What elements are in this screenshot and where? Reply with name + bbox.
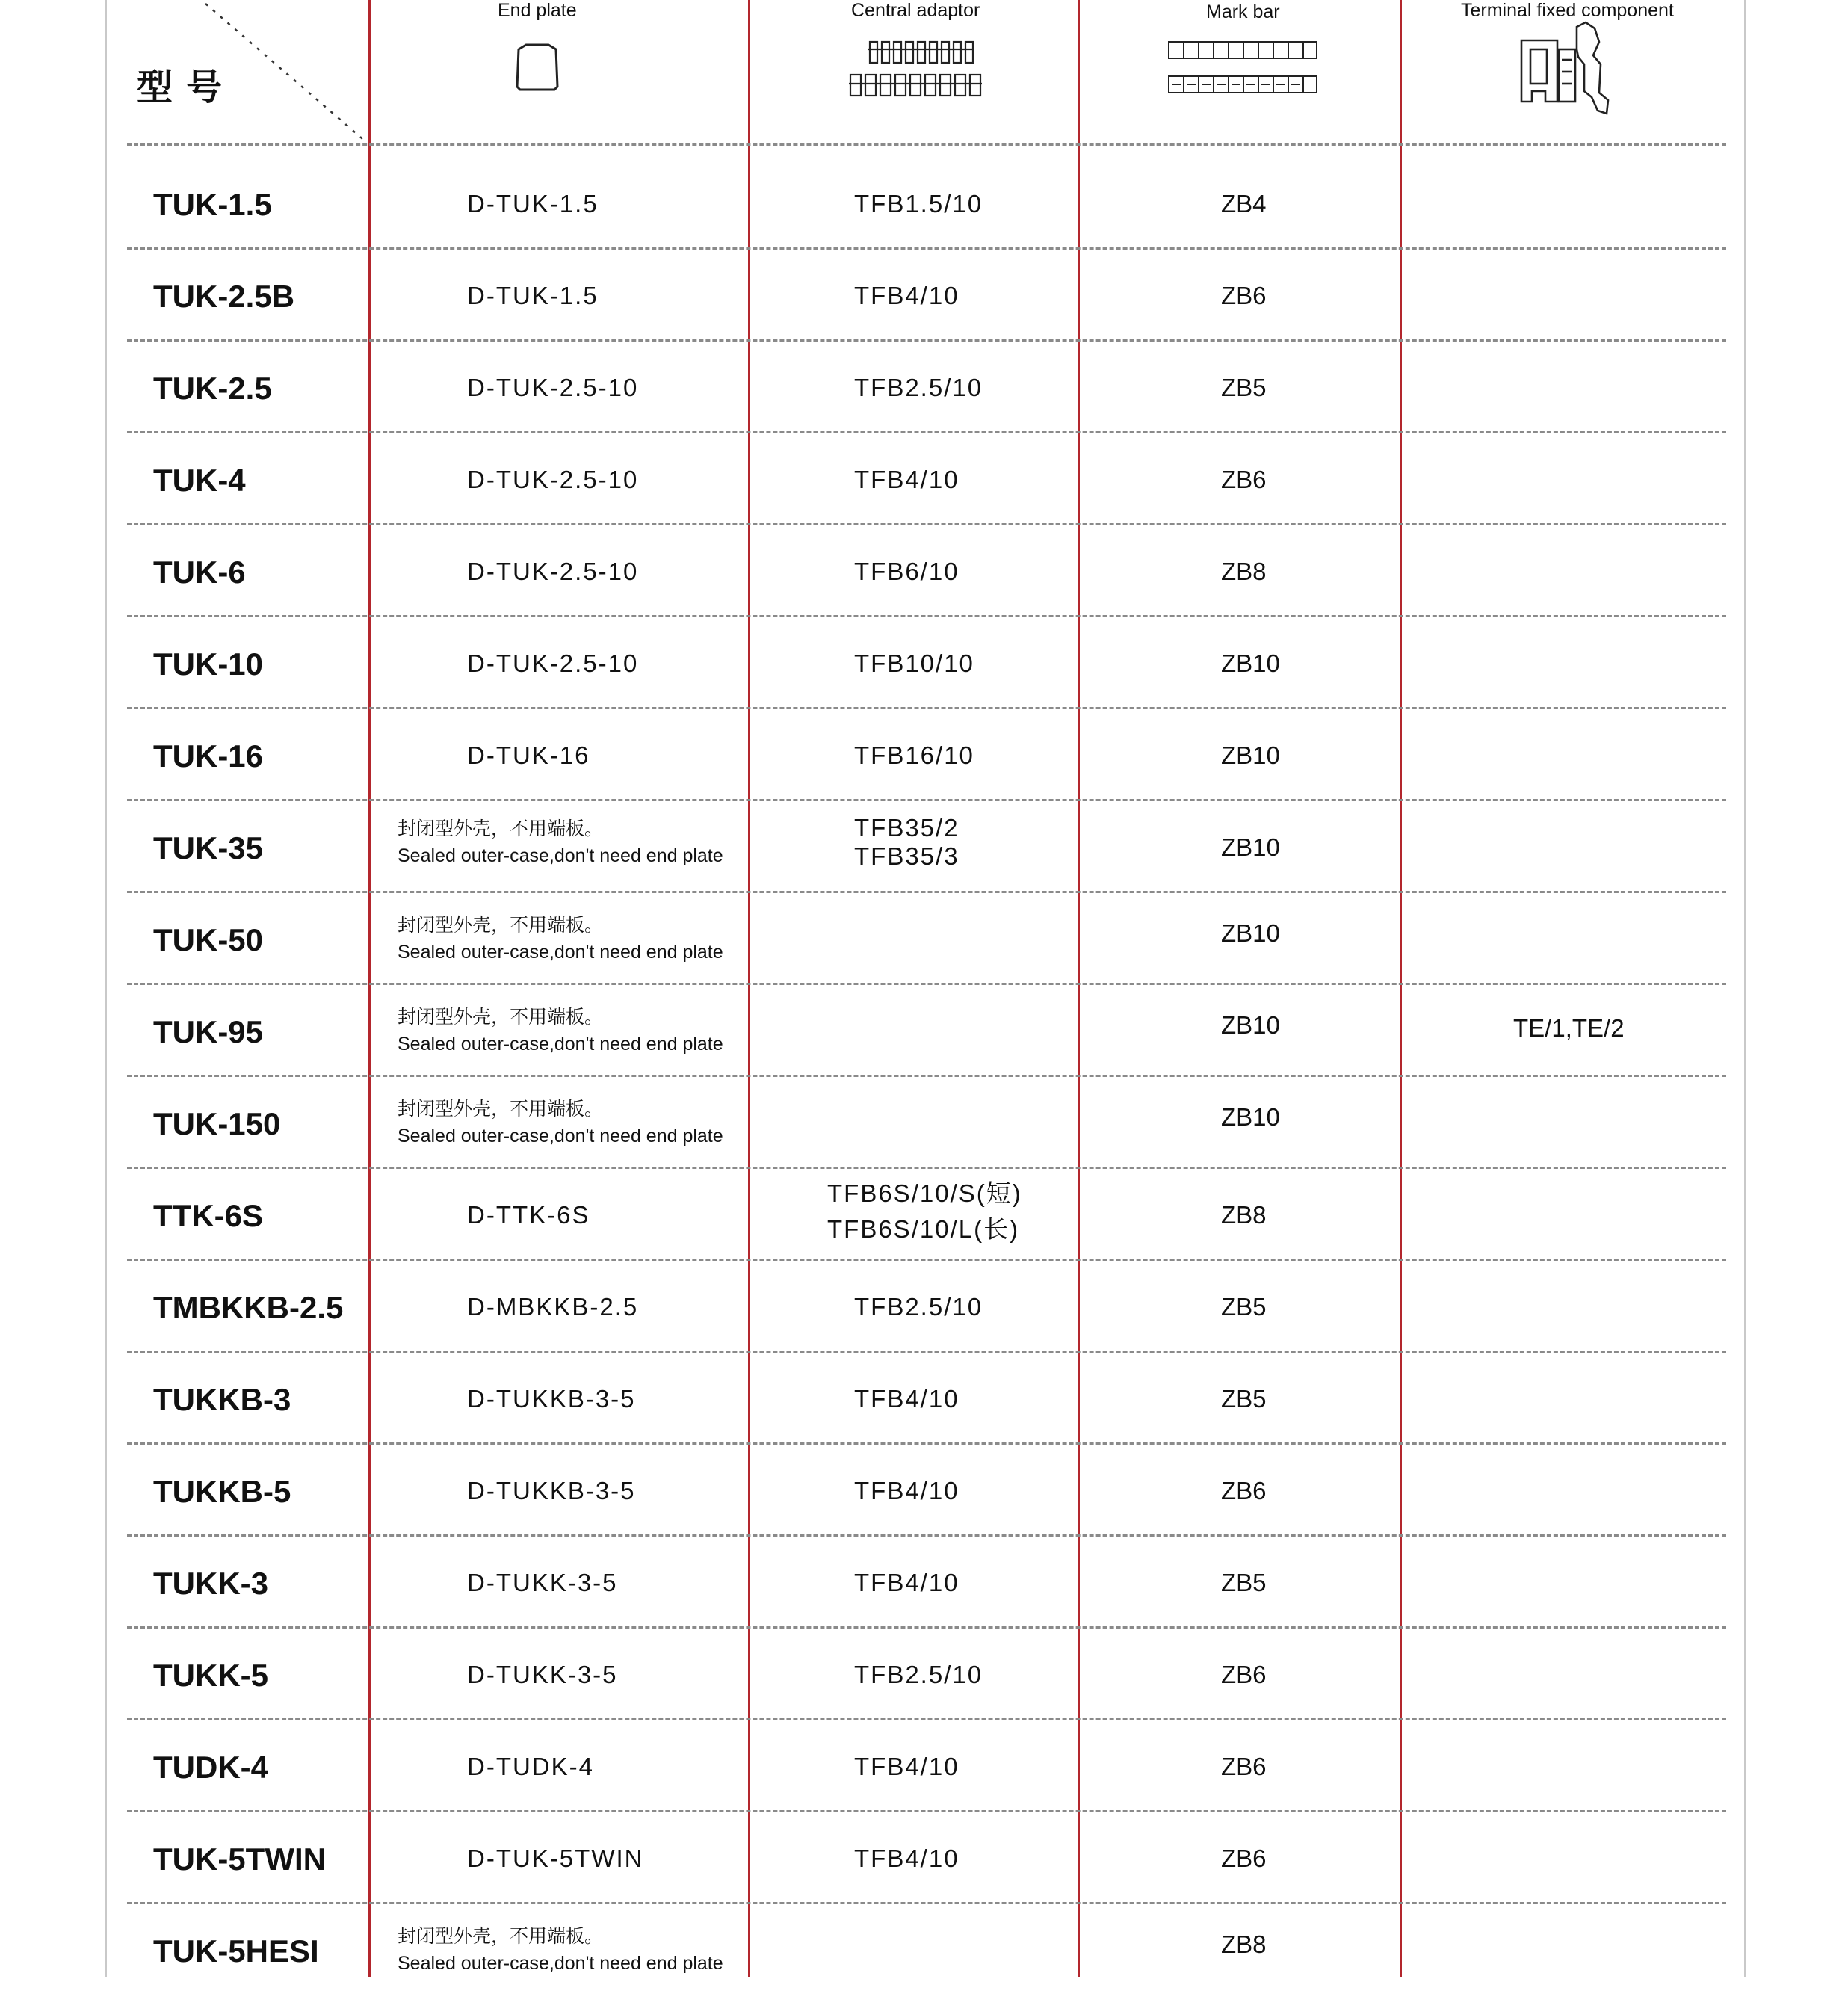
adaptor-line: TFB4/10 [854,1477,959,1504]
model-cell: TMBKKB-2.5 [153,1290,344,1325]
terminal-fixed-icon [1515,19,1624,117]
central-adaptor-cell [854,1293,983,1321]
header-separator [127,143,1726,146]
mark-bar-header: Mark bar [1206,1,1280,22]
table-row [0,339,1848,431]
mark-bar-cell: ZB10 [1221,1011,1280,1039]
end-plate-cell: D-TUK-5TWIN [467,1845,644,1872]
mark-bar-cell: ZB4 [1221,190,1267,217]
table-row [0,1626,1848,1718]
model-cell: TUDK-4 [153,1750,268,1785]
mark-bar-cell: ZB6 [1221,1753,1267,1780]
central-adaptor-cell [854,1753,959,1781]
table-row [0,707,1848,799]
end-plate-note-line: Sealed outer-case,don't need end plate [398,1034,723,1055]
central-adaptor-cell [854,814,959,871]
mark-bar-cell: ZB6 [1221,466,1267,493]
central-adaptor-icon [847,37,989,101]
central-adaptor-cell [827,1176,1022,1247]
adaptor-line: TFB4/10 [854,1569,959,1596]
model-cell: TUK-2.5 [153,371,272,406]
model-cell: TUK-2.5B [153,279,295,314]
mark-bar-cell: ZB10 [1221,1103,1280,1131]
central-adaptor-cell [854,741,974,770]
mark-bar-icon [1167,39,1320,99]
table-row [0,1259,1848,1351]
end-plate-cell: D-TUKKB-3-5 [467,1477,636,1504]
model-cell: TUKKB-3 [153,1382,291,1417]
end-plate-cell: D-TUK-2.5-10 [467,374,639,401]
table-row [0,1442,1848,1534]
adaptor-line: TFB4/10 [854,1753,959,1780]
adaptor-line: TFB2.5/10 [854,374,983,401]
table-row [0,523,1848,615]
end-plate-cell: D-TUKK-3-5 [467,1569,618,1596]
end-plate-note [398,1923,723,1977]
end-plate-note-line: 封闭型外壳，不用端板。 [398,1007,604,1028]
mark-bar-cell: ZB5 [1221,374,1267,401]
table-row [0,1075,1848,1167]
end-plate-note [398,1004,723,1058]
end-plate-cell: D-TUK-2.5-10 [467,466,639,493]
adaptor-line: TFB35/2 [854,814,959,842]
mark-bar-cell: ZB10 [1221,833,1280,861]
end-plate-cell: D-TUDK-4 [467,1753,594,1780]
end-plate-note-line: 封闭型外壳，不用端板。 [398,1926,604,1947]
end-plate-note-line: Sealed outer-case,don't need end plate [398,1953,723,1974]
model-cell: TUK-150 [153,1106,281,1141]
central-adaptor-cell [854,1845,959,1873]
table-row [0,155,1848,247]
adaptor-line: TFB6/10 [854,558,959,585]
model-cell: TUK-5HESI [153,1933,319,1969]
model-cell: TUK-35 [153,830,264,865]
terminal-fixed-value: TE/1,TE/2 [1513,1014,1625,1042]
end-plate-cell: D-TUK-1.5 [467,190,599,217]
table-row [0,615,1848,707]
end-plate-cell: D-TUKK-3-5 [467,1661,618,1688]
end-plate-note-line: 封闭型外壳，不用端板。 [398,818,604,839]
model-cell: TUK-4 [153,463,246,498]
central-adaptor-header: Central adaptor [851,0,980,21]
adaptor-line: TFB16/10 [854,741,974,769]
central-adaptor-cell [854,1661,983,1689]
central-adaptor-cell [854,466,959,494]
adaptor-line: TFB1.5/10 [854,190,983,217]
adaptor-line: TFB6S/10/L(长) [827,1215,1020,1243]
mark-bar-cell: ZB5 [1221,1569,1267,1596]
adaptor-line: TFB4/10 [854,466,959,493]
model-cell: TUKK-5 [153,1658,268,1693]
model-header: 型号 [137,67,236,108]
table-row [0,1351,1848,1442]
mark-bar-cell: ZB5 [1221,1385,1267,1413]
end-plate-header: End plate [498,0,577,21]
mark-bar-cell: ZB6 [1221,1845,1267,1872]
table-row [0,1534,1848,1626]
central-adaptor-cell [854,1477,959,1505]
end-plate-note-line: Sealed outer-case,don't need end plate [398,845,723,866]
end-plate-cell: D-TUKKB-3-5 [467,1385,636,1413]
end-plate-note-line: 封闭型外壳，不用端板。 [398,1099,604,1120]
model-cell: TTK-6S [153,1198,263,1233]
end-plate-note [398,1096,723,1149]
model-cell: TUK-16 [153,738,264,774]
mark-bar-cell: ZB8 [1221,1201,1267,1229]
mark-bar-cell: ZB6 [1221,1661,1267,1688]
adaptor-line: TFB2.5/10 [854,1293,983,1321]
table-row [0,431,1848,523]
adaptor-line: TFB4/10 [854,1845,959,1872]
end-plate-cell: D-TUK-1.5 [467,282,599,309]
central-adaptor-cell [854,374,983,402]
mark-bar-cell: ZB8 [1221,558,1267,585]
mark-bar-cell: ZB6 [1221,1477,1267,1504]
model-cell: TUK-10 [153,646,264,682]
central-adaptor-cell [854,649,974,678]
mark-bar-cell: ZB8 [1221,1930,1267,1958]
model-cell: TUK-5TWIN [153,1842,326,1877]
mark-bar-cell: ZB10 [1221,649,1280,677]
end-plate-cell: D-MBKKB-2.5 [467,1293,639,1321]
terminal-fixed-header: Terminal fixed component [1461,0,1674,21]
mark-bar-cell: ZB5 [1221,1293,1267,1321]
table-row [0,1718,1848,1810]
mark-bar-cell: ZB10 [1221,741,1280,769]
adaptor-line: TFB2.5/10 [854,1661,983,1688]
adaptor-line: TFB4/10 [854,282,959,309]
end-plate-note-line: 封闭型外壳，不用端板。 [398,915,604,936]
end-plate-cell: D-TUK-2.5-10 [467,558,639,585]
end-plate-note [398,912,723,966]
model-cell: TUK-95 [153,1014,264,1049]
table-row [0,247,1848,339]
adaptor-line: TFB6S/10/S(短) [827,1179,1022,1207]
end-plate-note-line: Sealed outer-case,don't need end plate [398,1126,723,1146]
table-row [0,1810,1848,1902]
adaptor-line: TFB35/3 [854,842,959,870]
end-plate-cell: D-TTK-6S [467,1201,590,1229]
central-adaptor-cell [854,190,983,218]
model-cell: TUKK-3 [153,1566,268,1601]
end-plate-note [398,815,723,869]
model-cell: TUKKB-5 [153,1474,291,1509]
table-row [0,891,1848,983]
table-row [0,799,1848,891]
central-adaptor-cell [854,1385,959,1413]
end-plate-note-line: Sealed outer-case,don't need end plate [398,942,723,963]
mark-bar-cell: ZB6 [1221,282,1267,309]
central-adaptor-cell [854,558,959,586]
model-cell: TUK-1.5 [153,187,272,222]
table-row [0,1167,1848,1259]
table-row [0,1902,1848,1994]
end-plate-cell: D-TUK-16 [467,741,590,769]
model-cell: TUK-6 [153,555,246,590]
end-plate-icon [511,43,563,91]
end-plate-cell: D-TUK-2.5-10 [467,649,639,677]
adaptor-line: TFB10/10 [854,649,974,677]
model-cell: TUK-50 [153,922,264,957]
mark-bar-cell: ZB10 [1221,919,1280,947]
central-adaptor-cell [854,1569,959,1597]
adaptor-line: TFB4/10 [854,1385,959,1413]
central-adaptor-cell [854,282,959,310]
